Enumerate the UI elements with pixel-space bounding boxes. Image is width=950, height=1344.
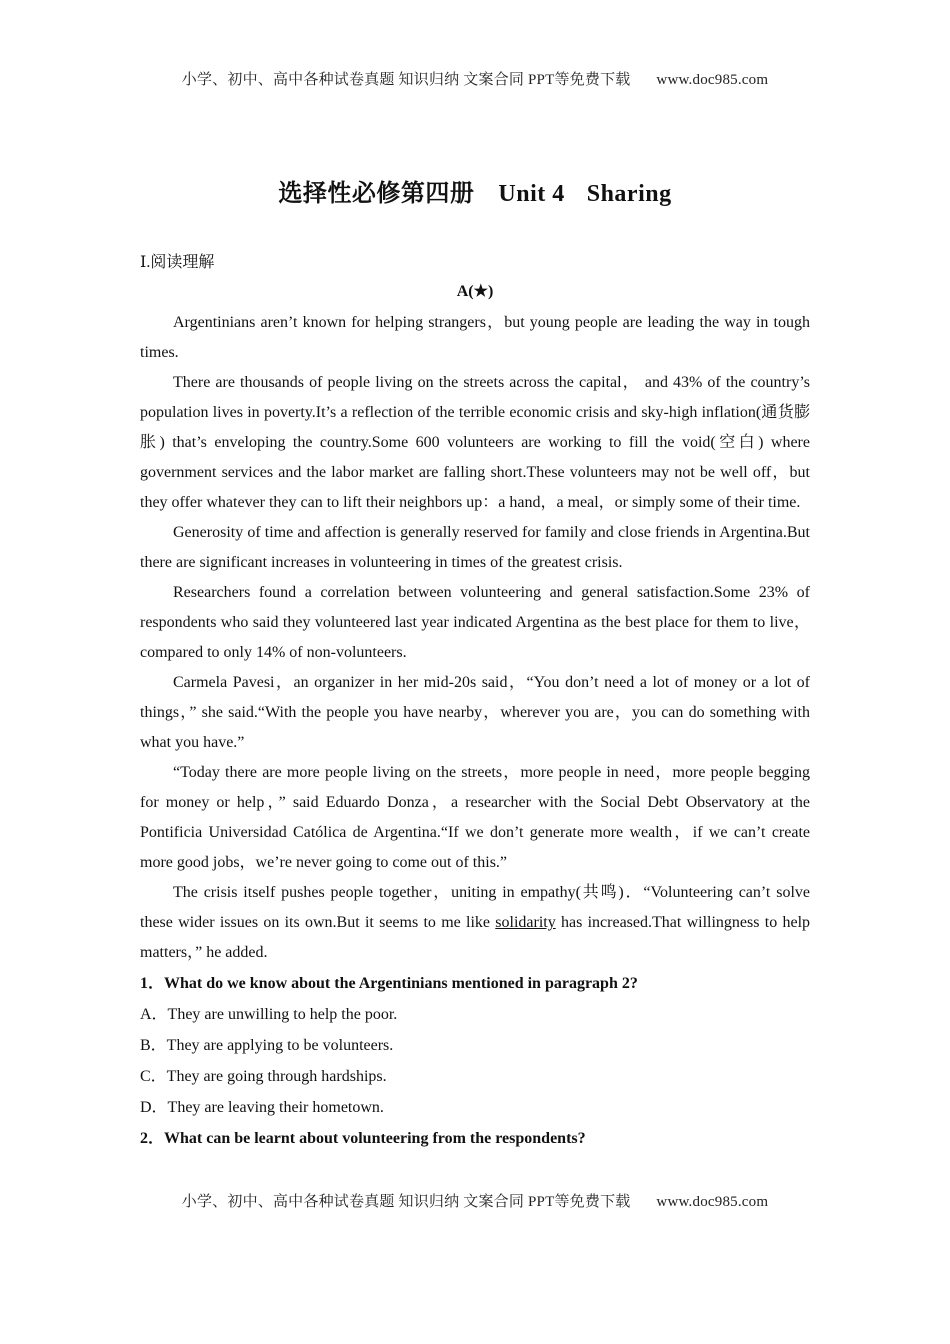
passage-body	[140, 308, 810, 1154]
header-promo-text: 小学、初中、高中各种试卷真题 知识归纳 文案合同 PPT等免费下载	[181, 72, 631, 88]
page-footer	[0, 1190, 950, 1211]
paragraph-7-end: has increased.That willingness to help matters，” he added.	[140, 914, 811, 961]
header-site-url[interactable]: www.doc985.com	[656, 72, 769, 88]
page-header	[0, 68, 950, 89]
underlined-word: solidarity	[495, 914, 556, 931]
paragraph-1: Argentinians aren’t known for helping strangers，but young people are leading the way in tough times.	[140, 314, 810, 361]
paragraph-6: “Today there are more people living on the streets，more people in need，more people begging for money or help，” said Eduardo Donza，a researcher with the Social Debt Observatory at the Pontificia Universidad Católica de Argentina.“If we don’t generate more wealth，if we can’t create more good jobs，we’re never going to come out of this.”	[140, 764, 811, 871]
footer-site-url[interactable]: www.doc985.com	[656, 1194, 769, 1210]
section-heading: Ⅰ.阅读理解	[140, 254, 215, 271]
paragraph-2: There are thousands of people living on the streets across the capital， and 43% of the country’s population lives in poverty.It’s a reflection of the terrible economic crisis and sky-high inflation(通货膨胀) that’s enveloping the country.Some 600 volunteers are working to fill the void(空白) where government services and the labor market are falling short.These volunteers may not be well off，but they offer whatever they can to lift their neighbors up：a hand，a meal，or simply some of their time.	[140, 374, 810, 511]
question-2: 2．What can be learnt about volunteering from the respondents?	[140, 1130, 586, 1147]
question-1-option-c[interactable]: C．They are going through hardships.	[140, 1068, 387, 1085]
paragraph-7-start: The crisis itself pushes people together，uniting in empathy(共鸣)．“Volunteering can’t solve these wider issues on its own.But it seems to me like	[140, 884, 810, 931]
question-1: 1．What do we know about the Argentinians mentioned in paragraph 2?	[140, 975, 638, 992]
paragraph-4: Researchers found a correlation between volunteering and general satisfaction.Some 23% of respondents who said they volunteered last year indicated Argentina as the best place for them to live，compared to only 14% of non-volunteers.	[140, 584, 810, 661]
title-unit: Unit 4	[498, 181, 565, 207]
paragraph-5: Carmela Pavesi，an organizer in her mid-20s said，“You don’t need a lot of money or a lot of things，” she said.“With the people you have nearby，wherever you are，you can do something with what you have.”	[140, 674, 810, 751]
paragraph-7	[140, 878, 810, 968]
footer-promo-text: 小学、初中、高中各种试卷真题 知识归纳 文案合同 PPT等免费下载	[181, 1194, 631, 1210]
paragraph-3: Generosity of time and affection is generally reserved for family and close friends in Argentina.But there are significant increases in volunteering in times of the greatest crisis.	[140, 524, 810, 571]
passage-label: A(★)	[456, 283, 494, 300]
page-title	[0, 173, 950, 208]
title-book: 选择性必修第四册	[278, 181, 475, 207]
question-1-option-d[interactable]: D．They are leaving their hometown.	[140, 1099, 384, 1116]
question-1-option-b[interactable]: B．They are applying to be volunteers.	[140, 1037, 394, 1054]
title-topic: Sharing	[586, 181, 672, 207]
question-1-option-a[interactable]: A．They are unwilling to help the poor.	[140, 1006, 398, 1023]
